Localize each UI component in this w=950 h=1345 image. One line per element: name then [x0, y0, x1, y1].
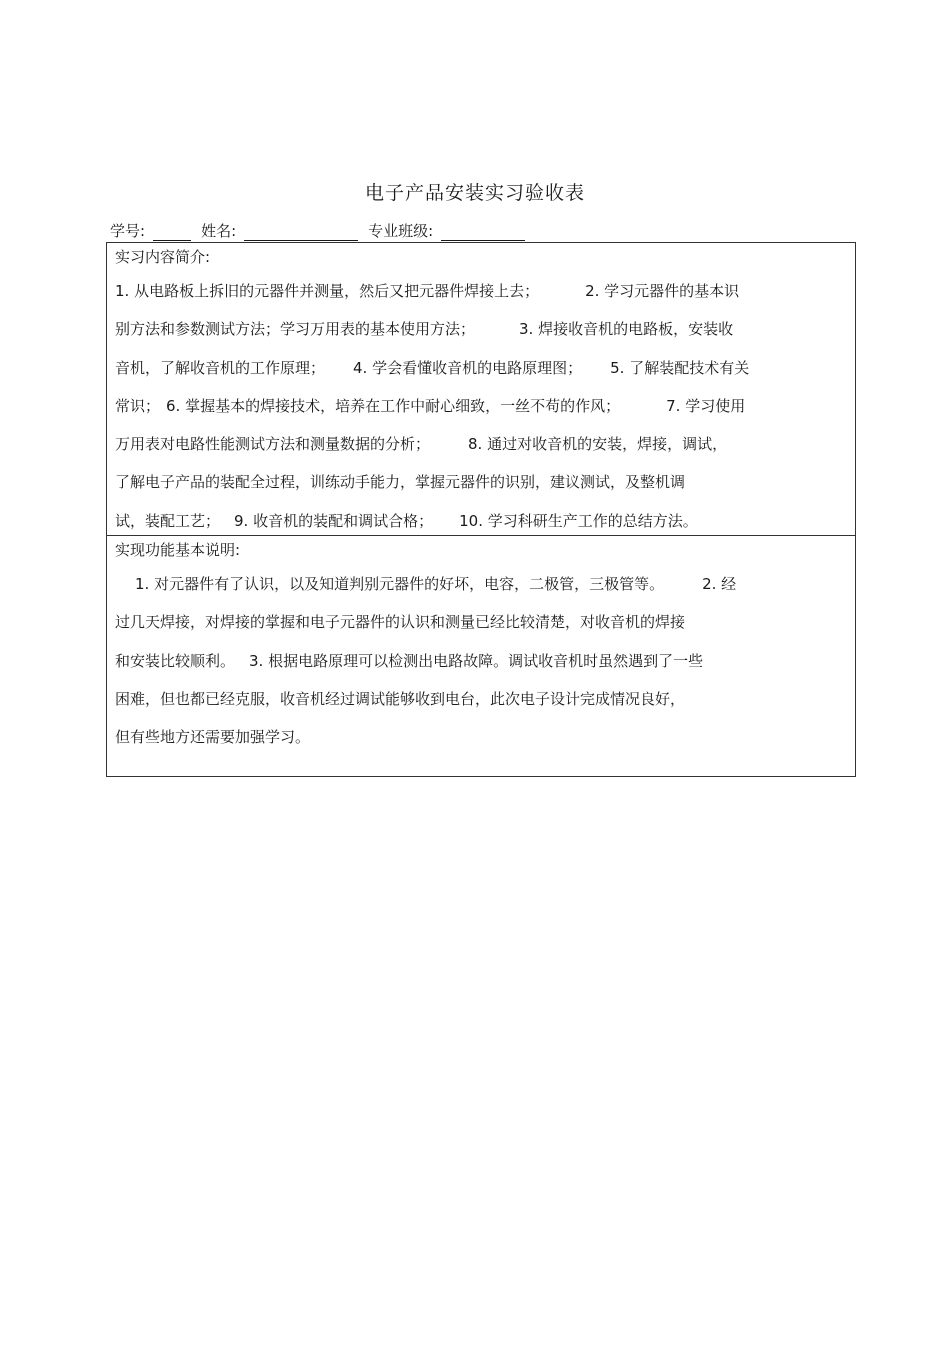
class-label: 专业班级: [368, 222, 434, 240]
function-text [115, 565, 847, 756]
student-id-label: 学号: [110, 222, 146, 240]
function-line: 过几天焊接，对焊接的掌握和电子元器件的认识和测量已经比较清楚，对收音机的焊接 [115, 613, 686, 632]
intro-section [107, 243, 855, 535]
student-info-row [110, 217, 535, 241]
intro-line: 1. 从电路板上拆旧的元器件并测量，然后又把元器件焊接上去； 2. 学习元器件的基本识 [115, 282, 740, 300]
document-title: 电子产品安装实习验收表 [364, 182, 585, 204]
intro-line: 音机，了解收音机的工作原理； 4. 学会看懂收音机的电路原理图； 5. 了解装配技术有关 [115, 358, 750, 377]
name-field[interactable] [244, 222, 358, 241]
intro-line: 了解电子产品的装配全过程，训练动手能力，掌握元器件的识别，建议测试，及整机调 [115, 473, 686, 492]
name-label: 姓名: [201, 222, 237, 240]
function-line: 1. 对元器件有了认识，以及知道判别元器件的好坏，电容，二极管，三极管等。 2. 经 [135, 575, 737, 593]
acceptance-table [106, 242, 856, 777]
function-line: 和安装比较顺利。 3. 根据电路原理可以检测出电路故障。调试收音机时虽然遇到了一些 [115, 651, 704, 670]
intro-line: 常识； 6. 掌握基本的焊接技术，培养在工作中耐心细致，一丝不苟的作风； 7. 学习使用 [115, 396, 746, 415]
function-line: 困难，但也都已经克服，收音机经过调试能够收到电台，此次电子设计完成情况良好， [115, 689, 686, 708]
function-section [107, 535, 855, 776]
intro-line: 试，装配工艺； 9. 收音机的装配和调试合格； 10. 学习科研生产工作的总结方法。 [115, 511, 698, 530]
class-field[interactable] [441, 222, 525, 241]
intro-text [115, 272, 847, 540]
student-id-field[interactable] [153, 222, 191, 241]
intro-line: 万用表对电路性能测试方法和测量数据的分析； 8. 通过对收音机的安装，焊接，调试， [115, 435, 728, 454]
function-line: 但有些地方还需要加强学习。 [115, 728, 311, 747]
function-heading: 实现功能基本说明: [115, 541, 241, 559]
intro-heading: 实习内容简介: [115, 248, 211, 266]
intro-line: 别方法和参数测试方法；学习万用表的基本使用方法； 3. 焊接收音机的电路板，安装收 [115, 320, 734, 339]
